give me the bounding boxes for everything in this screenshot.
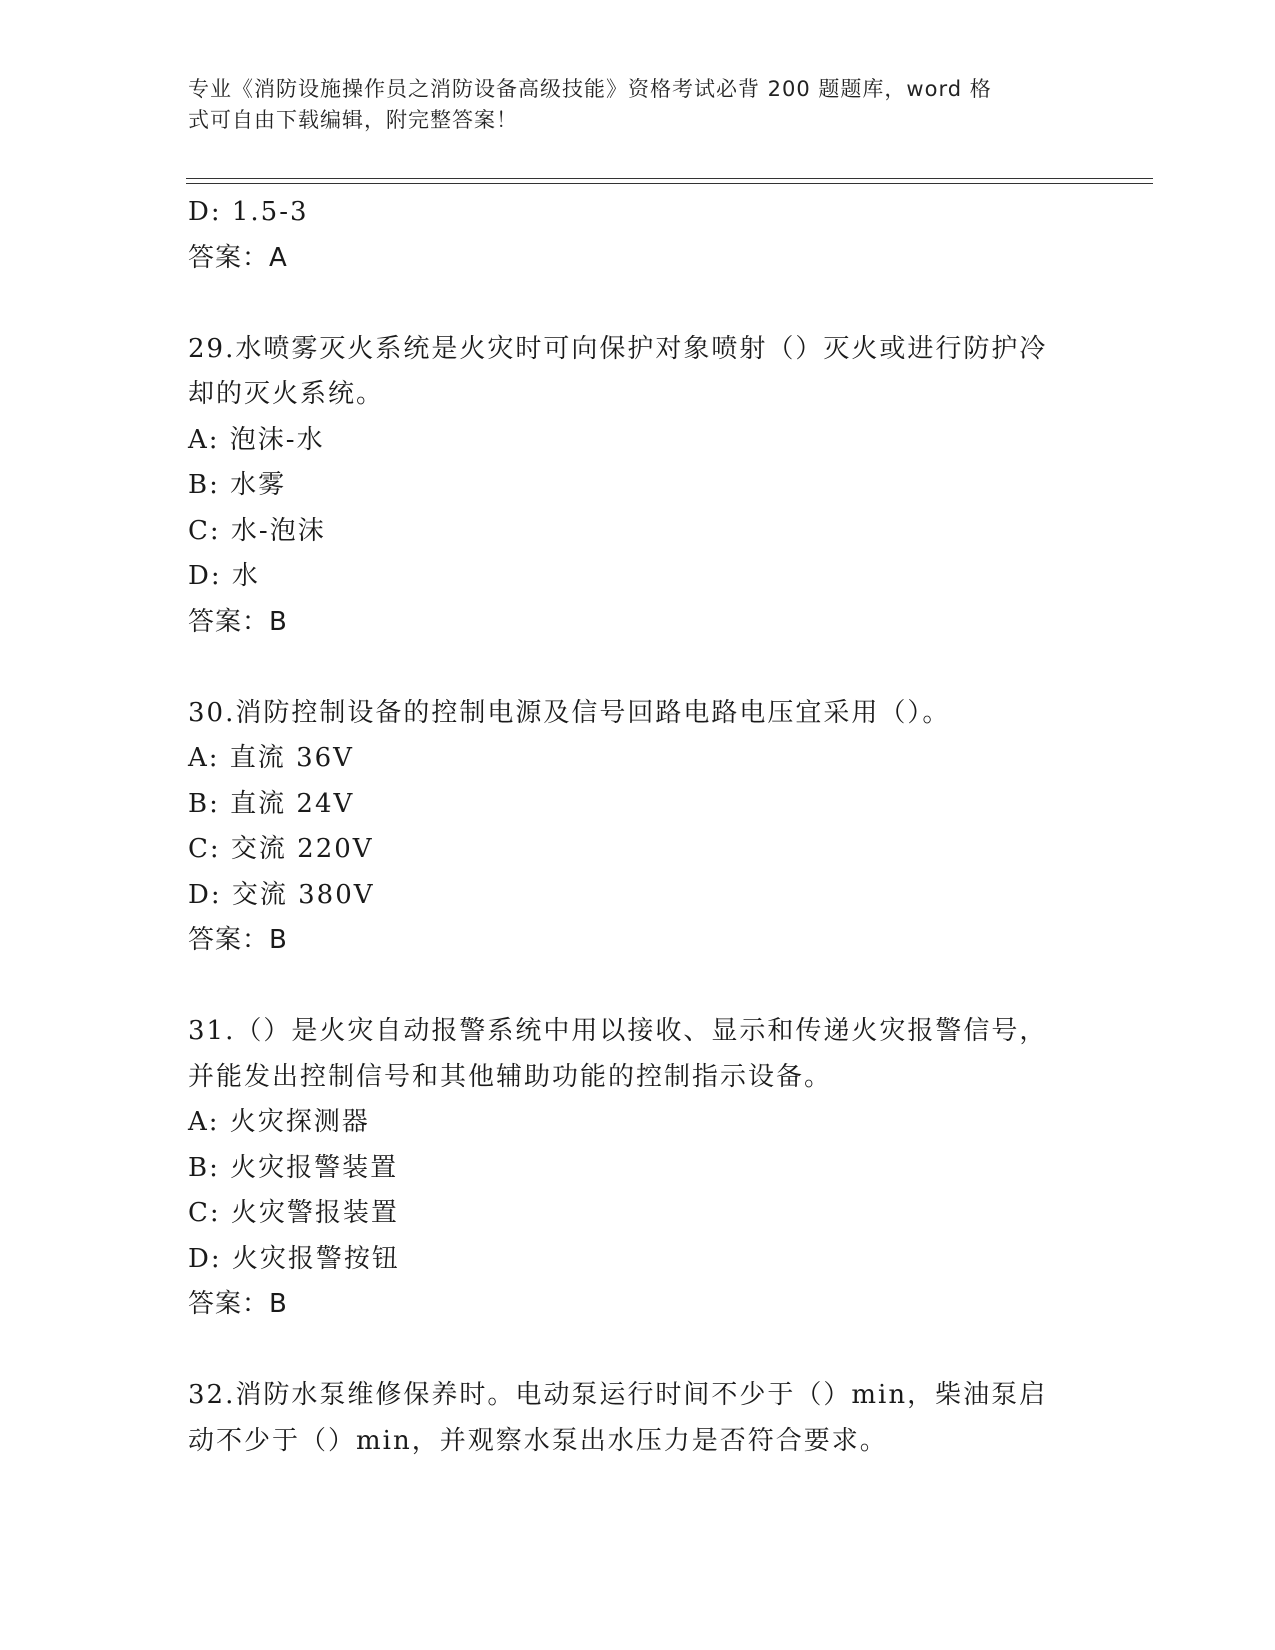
question-stem: 却的灭火系统。 [188, 379, 385, 409]
question-stem: 动不少于（）min，并观察水泵出水压力是否符合要求。 [188, 1425, 888, 1456]
option-d: D: 交流 380V [188, 879, 375, 910]
question-stem: 31.（）是火灾自动报警系统中用以接收、显示和传递火灾报警信号， [188, 1016, 1048, 1046]
option-c: C: 水-泡沫 [188, 515, 326, 546]
option-b: B: 直流 24V [188, 788, 355, 819]
option-c: C: 火灾警报装置 [188, 1198, 399, 1228]
option-a: A: 直流 36V [188, 743, 354, 773]
option-d: D: 火灾报警按钮 [188, 1243, 400, 1274]
answer: 答案：B [188, 606, 288, 637]
option-a: A: 火灾探测器 [188, 1107, 370, 1137]
answer: 答案：B [188, 925, 288, 955]
question-list [188, 190, 1088, 1464]
option-d: D: 1.5-3 [188, 197, 309, 227]
question-31 [188, 1009, 1088, 1328]
question-stem: 并能发出控制信号和其他辅助功能的控制指示设备。 [188, 1061, 833, 1092]
header-line: 专业《消防设施操作员之消防设备高级技能》资格考试必背 200 题题库，word 格 [188, 77, 992, 101]
question-stem: 32.消防水泵维修保养时。电动泵运行时间不少于（）min，柴油泵启 [188, 1380, 1048, 1410]
option-a: A: 泡沫-水 [188, 424, 325, 455]
option-c: C: 交流 220V [188, 834, 374, 864]
answer: 答案：B [188, 1289, 288, 1319]
document-header [188, 74, 1068, 136]
question-stem: 29.水喷雾灭火系统是火灾时可向保护对象喷射（）灭火或进行防护冷 [188, 333, 1048, 364]
question-29 [188, 327, 1088, 646]
option-d: D: 水 [188, 561, 260, 591]
question-32 [188, 1373, 1088, 1464]
answer: 答案：A [188, 242, 288, 273]
question-30 [188, 691, 1088, 964]
option-b: B: 水雾 [188, 470, 287, 500]
header-line: 式可自由下载编辑，附完整答案！ [188, 108, 518, 132]
header-rule [186, 178, 1153, 179]
question-stem: 30.消防控制设备的控制电源及信号回路电路电压宜采用（）。 [188, 697, 951, 728]
option-b: B: 火灾报警装置 [188, 1152, 399, 1183]
header-rule [186, 183, 1153, 184]
